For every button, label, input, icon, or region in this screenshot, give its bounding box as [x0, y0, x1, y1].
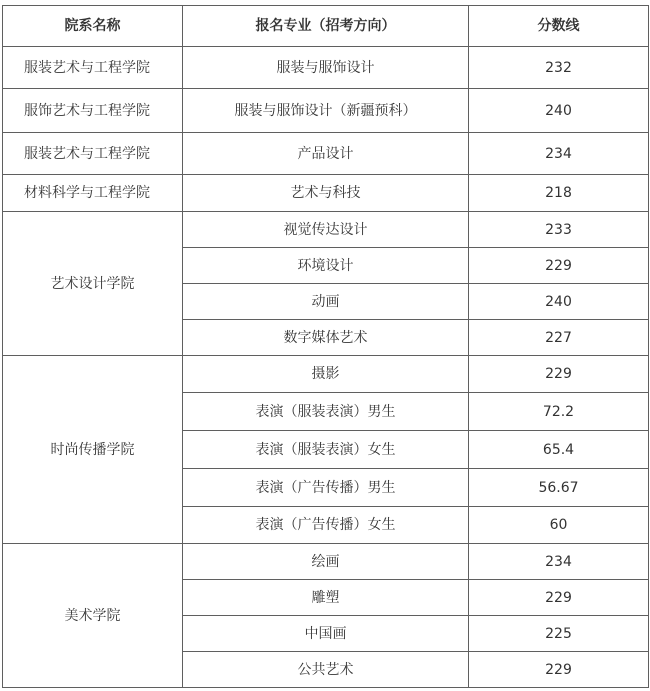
- score-cell: 229: [469, 652, 649, 688]
- major-cell: 服装与服饰设计: [183, 47, 469, 89]
- major-cell: 雕塑: [183, 580, 469, 616]
- table-row: [3, 47, 649, 89]
- score-cell: 240: [469, 89, 649, 133]
- major-cell: 服装与服饰设计（新疆预科）: [183, 89, 469, 133]
- department-cell: 服装艺术与工程学院: [3, 47, 183, 89]
- score-cell: 65.4: [469, 431, 649, 469]
- score-cell: 56.67: [469, 469, 649, 507]
- department-cell: 时尚传播学院: [3, 356, 183, 544]
- department-cell: 艺术设计学院: [3, 212, 183, 356]
- major-cell: 数字媒体艺术: [183, 320, 469, 356]
- major-cell: 表演（服装表演）男生: [183, 393, 469, 431]
- major-cell: 视觉传达设计: [183, 212, 469, 248]
- score-cell: 229: [469, 356, 649, 393]
- table-row: [3, 133, 649, 175]
- major-cell: 中国画: [183, 616, 469, 652]
- score-cell: 240: [469, 284, 649, 320]
- table-row: [3, 544, 649, 580]
- table-row: [3, 356, 649, 393]
- major-cell: 产品设计: [183, 133, 469, 175]
- major-cell: 表演（广告传播）女生: [183, 507, 469, 544]
- major-cell: 表演（广告传播）男生: [183, 469, 469, 507]
- department-cell: 服装艺术与工程学院: [3, 133, 183, 175]
- header-department: 院系名称: [3, 6, 183, 47]
- department-cell: 服饰艺术与工程学院: [3, 89, 183, 133]
- major-cell: 绘画: [183, 544, 469, 580]
- table-row: [3, 89, 649, 133]
- table-header-row: [3, 6, 649, 47]
- table-body: [3, 47, 649, 688]
- major-cell: 表演（服装表演）女生: [183, 431, 469, 469]
- major-cell: 环境设计: [183, 248, 469, 284]
- score-cell: 227: [469, 320, 649, 356]
- major-cell: 艺术与科技: [183, 175, 469, 212]
- admission-score-table: [2, 5, 649, 688]
- score-cell: 225: [469, 616, 649, 652]
- score-cell: 72.2: [469, 393, 649, 431]
- score-cell: 234: [469, 133, 649, 175]
- score-cell: 218: [469, 175, 649, 212]
- major-cell: 公共艺术: [183, 652, 469, 688]
- score-cell: 229: [469, 248, 649, 284]
- header-score: 分数线: [469, 6, 649, 47]
- score-cell: 229: [469, 580, 649, 616]
- score-cell: 60: [469, 507, 649, 544]
- score-cell: 233: [469, 212, 649, 248]
- score-cell: 234: [469, 544, 649, 580]
- department-cell: 材料科学与工程学院: [3, 175, 183, 212]
- score-cell: 232: [469, 47, 649, 89]
- table-row: [3, 175, 649, 212]
- department-cell: 美术学院: [3, 544, 183, 688]
- major-cell: 动画: [183, 284, 469, 320]
- major-cell: 摄影: [183, 356, 469, 393]
- table-row: [3, 212, 649, 248]
- header-major: 报名专业（招考方向）: [183, 6, 469, 47]
